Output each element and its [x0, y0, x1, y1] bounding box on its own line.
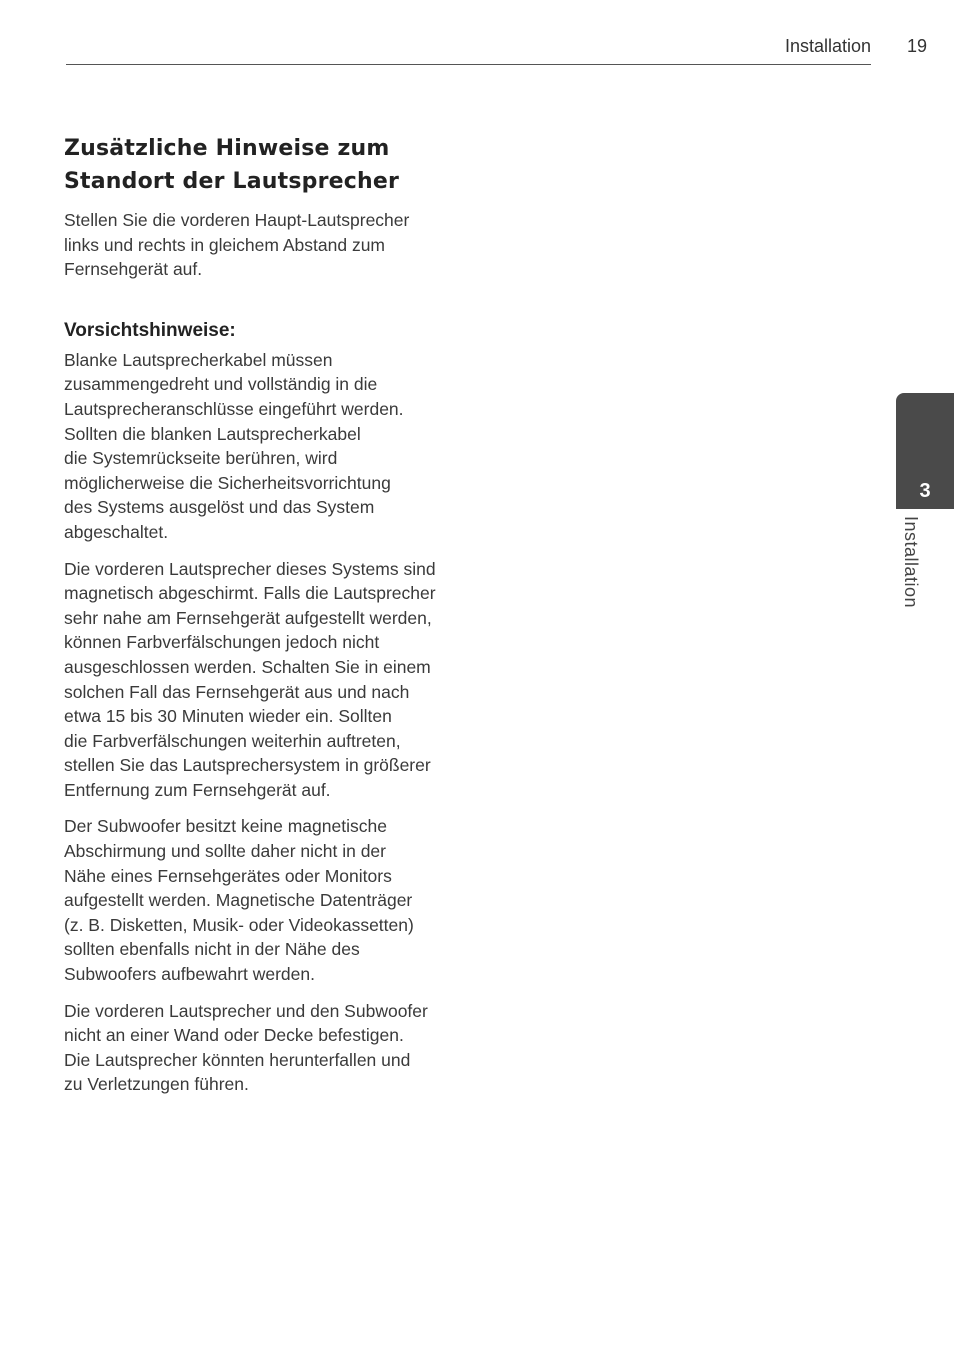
- caution-paragraph-4: Die vorderen Lautsprecher und den Subwoofer nicht an einer Wand oder Decke befestigen. Die Lautsprecher könnten herunterfallen und zu Verletzungen führen.: [64, 1000, 428, 1095]
- chapter-number: 3: [919, 480, 931, 502]
- chapter-side-label: Installation: [901, 516, 921, 609]
- caution-paragraph-2: Die vorderen Lautsprecher dieses Systems sind magnetisch abgeschirmt. Falls die Lautsprecher sehr nahe am Fernsehgerät aufgestellt werden, können Farbverfälschungen jedoch nicht ausgeschlossen werden. Schalten Sie in einem solchen Fall das Fernsehgerät aus und nach etwa 15 bis 30 Minuten wieder ein. Sollten die Farbverfälschungen weiterhin auftreten, stellen Sie das Lautsprechersystem in größerer Entfernung zum Fernsehgerät auf.: [64, 558, 436, 800]
- caution-heading: Vorsichtshinweise:: [64, 319, 236, 341]
- main-content: [64, 132, 456, 1109]
- section-heading: [64, 132, 456, 198]
- caution-paragraph-1: Blanke Lautsprecherkabel müssen zusammengedreht und vollständig in die Lautsprecheranschlüsse eingeführt werden. Sollten die blanken Lautsprecherkabel die Systemrückseite berühren, wird möglicherweise die Sicherheitsvorrichtung des Systems ausgelöst und das System abgeschaltet.: [64, 349, 404, 542]
- page-number: 19: [907, 36, 928, 56]
- caution-paragraph-3: Der Subwoofer besitzt keine magnetische Abschirmung und sollte daher nicht in der Nähe eines Fernsehgerätes oder Monitors aufgestellt werden. Magnetische Datenträger (z. B. Disketten, Musik- oder Videokassetten) sollten ebenfalls nicht in der Nähe des Subwoofers aufbewahrt werden.: [64, 816, 414, 985]
- section-heading-text: Zusätzliche Hinweise zum Standort der Lautsprecher: [64, 136, 400, 194]
- running-header: [66, 34, 871, 65]
- intro-paragraph: Stellen Sie die vorderen Haupt-Lautsprecher links und rechts in gleichem Abstand zum Fernsehgerät auf.: [64, 210, 410, 280]
- chapter-tab: [896, 393, 954, 509]
- header-section-name: Installation: [784, 36, 871, 56]
